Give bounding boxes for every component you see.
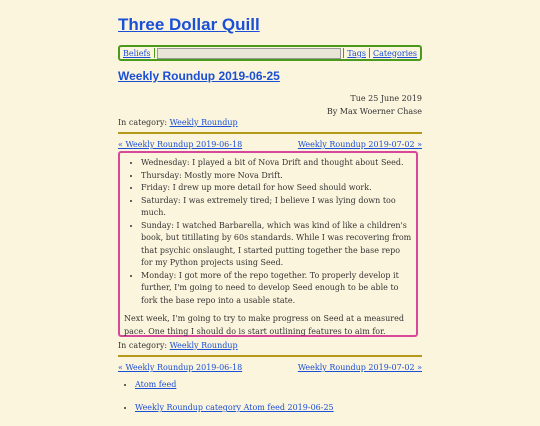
next-post-link[interactable]: Weekly Roundup 2019-07-02 »: [297, 363, 422, 372]
divider: [118, 132, 422, 134]
list-item: • Sunday: I watched Barbarella, which was kind of like a children's book, but titillating by 60s standards. While I was recovering from that psychic onslaught, I started putting together the base repo for my Python projects using Seed.: [141, 220, 412, 270]
prev-post-link[interactable]: « Weekly Roundup 2019-06-18: [118, 363, 243, 372]
post-date: Tue 25 June 2019: [350, 94, 422, 103]
list-item: • Wednesday: I played a bit of Nova Drift and thought about Seed.: [141, 157, 412, 170]
list-item: • Friday: I drew up more detail for how Seed should work.: [141, 182, 412, 195]
nav-tags-link[interactable]: Tags: [347, 48, 366, 58]
nav-bar: [118, 45, 422, 61]
search-input[interactable]: [157, 48, 342, 59]
post-category-bottom: [118, 341, 238, 350]
nav-beliefs-link[interactable]: Beliefs: [123, 48, 151, 58]
list-item: • Thursday: Mostly more Nova Drift.: [141, 170, 412, 183]
next-post-link[interactable]: Weekly Roundup 2019-07-02 »: [297, 140, 422, 149]
prev-post-link[interactable]: « Weekly Roundup 2019-06-18: [118, 140, 243, 149]
category-prefix: In category:: [118, 118, 168, 127]
roundup-list: [124, 157, 412, 307]
post-category: [118, 118, 238, 127]
feed-item: [135, 380, 334, 389]
list-item: • Saturday: I was extremely tired; I believe I was lying down too much.: [141, 195, 412, 220]
pager-top: [118, 140, 422, 149]
content-paragraph: Next week, I'm going to try to make progress on Seed at a measured pace. One thing I should do is start outlining features to aim for.: [124, 314, 404, 336]
nav-categories-link[interactable]: Categories: [373, 48, 417, 58]
pager-bottom: [118, 363, 422, 372]
nav-divider: [154, 48, 155, 58]
category-prefix: In category:: [118, 341, 168, 350]
feed-list: [118, 380, 334, 426]
category-link[interactable]: Weekly Roundup: [169, 341, 238, 350]
feed-item: [135, 403, 334, 412]
divider: [118, 355, 422, 357]
category-link[interactable]: Weekly Roundup: [169, 118, 238, 127]
list-item: • Monday: I got more of the repo together. To properly develop it further, I'm going to need to develop Seed enough to be able to fork the base repo into a usable state.: [141, 270, 412, 308]
atom-feed-link[interactable]: Atom feed: [135, 380, 177, 389]
post-author: By Max Woerner Chase: [326, 107, 422, 116]
post-content: [118, 151, 418, 337]
post-title-link[interactable]: Weekly Roundup 2019-06-25: [118, 69, 280, 83]
category-feed-link[interactable]: Weekly Roundup category Atom feed 2019-06-25: [135, 403, 334, 412]
site-title-link[interactable]: Three Dollar Quill: [118, 15, 260, 34]
